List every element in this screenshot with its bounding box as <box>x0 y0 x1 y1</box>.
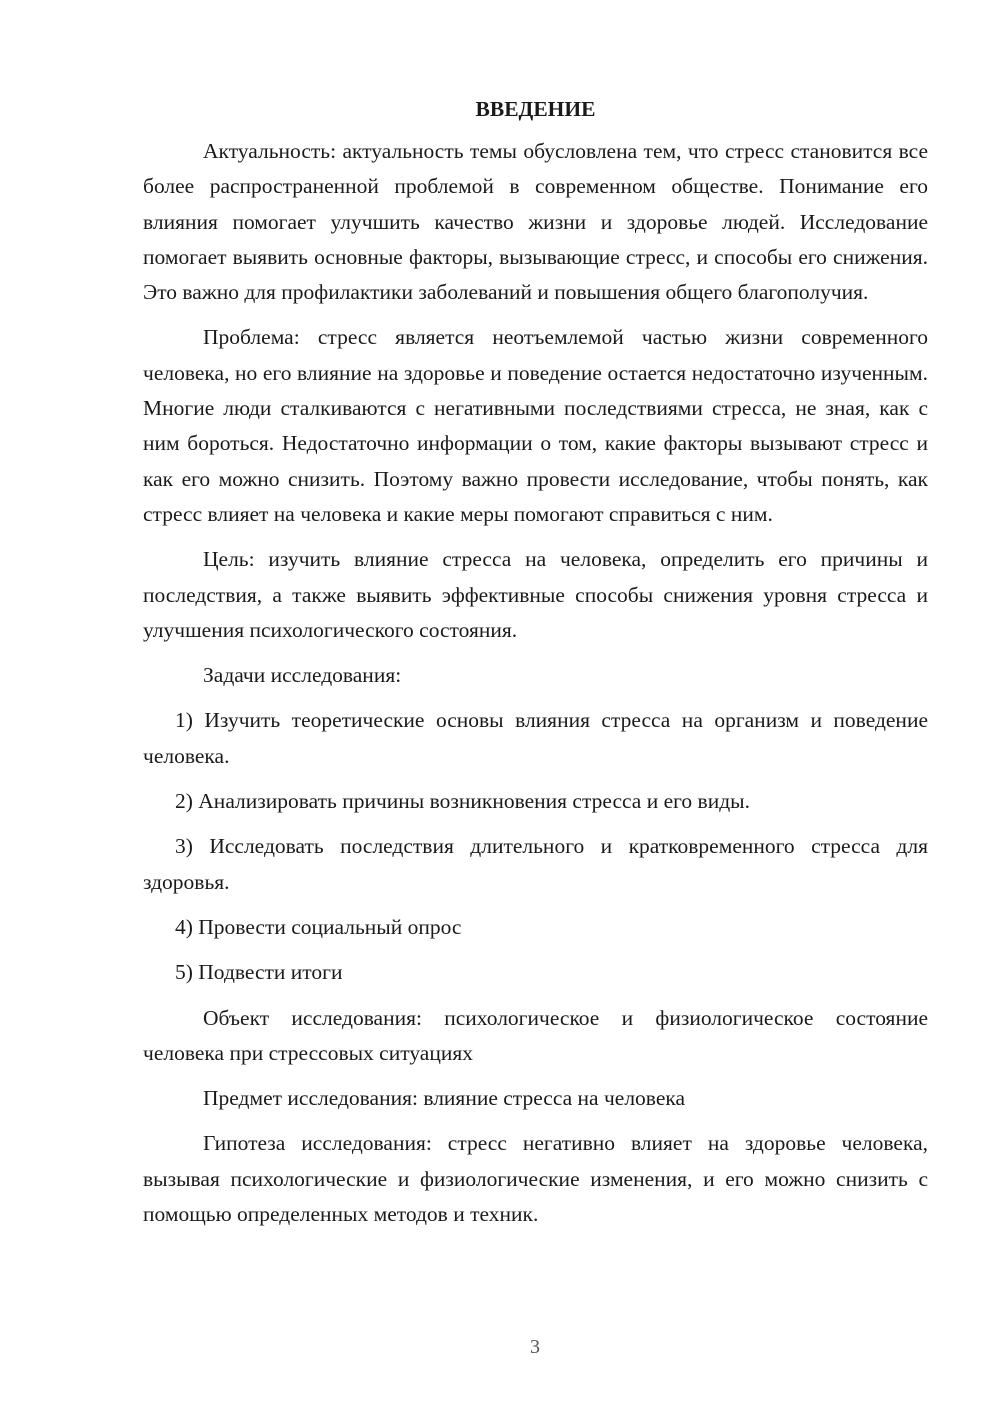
paragraph-object: Объект исследования: психологическое и физиологическое состояние человека при стрессовых ситуациях <box>143 1005 928 1065</box>
tasks-heading: Задачи исследования: <box>203 663 402 688</box>
paragraph-relevance: Актуальность: актуальность темы обусловлена тем, что стресс становится все более распространенной проблемой в современном обществе. Понимание его влияния помогает улучшить качество жизни и здоровье людей. Исследование помогает выявить основные факторы, вызывающие стресс, и способы его снижения. Это важно для профилактики заболеваний и повышения общего благополучия. <box>143 139 928 305</box>
task-item-5: 5) Подвести итоги <box>175 960 343 985</box>
page-number: 3 <box>530 1336 540 1358</box>
paragraph-problem: Проблема: стресс является неотъемлемой частью жизни современного человека, но его влияние на здоровье и поведение остается недостаточно изученным. Многие люди сталкиваются с негативными последствиями стресса, не зная, как с ним бороться. Недостаточно информации о том, какие факторы вызывают стресс и как его можно снизить. Поэтому важно провести исследование, чтобы понять, как стресс влияет на человека и какие меры помогают справиться с ним. <box>143 325 928 526</box>
section-title: ВВЕДЕНИЕ <box>475 97 596 121</box>
task-item-2: 2) Анализировать причины возникновения стресса и его виды. <box>175 789 750 814</box>
task-item-1: 1) Изучить теоретические основы влияния стресса на организм и поведение человека. <box>143 708 928 768</box>
paragraph-goal: Цель: изучить влияние стресса на человека, определить его причины и последствия, а также выявить эффективные способы снижения уровня стресса и улучшения психологического состояния. <box>143 547 928 642</box>
task-item-4: 4) Провести социальный опрос <box>175 914 462 939</box>
task-item-3: 3) Исследовать последствия длительного и кратковременного стресса для здоровья. <box>143 834 928 894</box>
paragraph-subject: Предмет исследования: влияние стресса на человека <box>203 1086 686 1111</box>
paragraph-hypothesis: Гипотеза исследования: стресс негативно влияет на здоровье человека, вызывая психологические и физиологические изменения, и его можно снизить с помощью определенных методов и техник. <box>143 1131 928 1227</box>
page-content <box>143 92 928 1232</box>
